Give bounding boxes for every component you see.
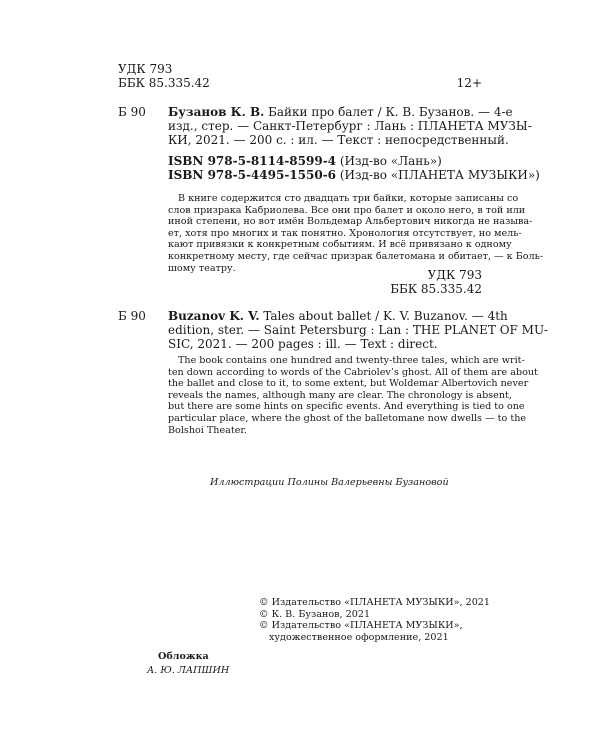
ru-abstract-line: шому театру. <box>168 262 236 274</box>
en-author-code: Б 90 <box>118 309 146 323</box>
copyright-line: © К. В. Бузанов, 2021 <box>259 608 371 620</box>
cover-author: А. Ю. ЛАПШИН <box>147 665 230 676</box>
ru-author-name: Бузанов К. В. <box>168 105 265 119</box>
age-rating: 12+ <box>456 76 482 90</box>
copyright-line: © Издательство «ПЛАНЕТА МУЗЫКИ», 2021 <box>259 597 491 608</box>
en-record-line: SIC, 2021. — 200 pages : ill. — Text : direct. <box>168 337 438 351</box>
ru-abstract-line: конкретному месту, где сейчас призрак балетомана и обитает, — к Боль- <box>168 250 544 262</box>
header-bbk: ББК 85.335.42 <box>118 76 210 90</box>
isbn-planet: ISBN 978-5-4495-1550-6 (Изд-во «ПЛАНЕТА МУЗЫКИ») <box>168 168 540 182</box>
ru-bibliographic-record <box>168 105 532 147</box>
ru-record-line: Бузанов К. В. Байки про балет / К. В. Бузанов. — 4-е <box>168 105 513 119</box>
en-record-line: Buzanov K. V. Tales about ballet / K. V. Buzanov. — 4th <box>168 309 508 323</box>
isbn-lan: ISBN 978-5-8114-8599-4 (Изд-во «Лань») <box>168 154 442 168</box>
illustrations-credit: Иллюстрации Полины Валерьевны Бузановой <box>210 477 449 488</box>
copyright-block <box>259 597 490 643</box>
en-abstract-line: The book contains one hundred and twenty-three tales, which are writ- <box>178 355 525 366</box>
ru-abstract-line: кают привязки к конкретным событиям. И всё привязано к одному <box>168 239 512 251</box>
ru-abstract <box>168 193 544 274</box>
ru-abstract-line: слов призрака Кабриолева. Все они про балет и около него, в той или <box>168 204 526 216</box>
ru-isbn-block <box>168 154 540 182</box>
ru-record-line: изд., стер. — Санкт-Петербург : Лань : ПЛАНЕТА МУЗЫ- <box>168 119 532 133</box>
en-abstract-line: Bolshoi Theater. <box>168 424 247 436</box>
cover-label: Обложка <box>158 651 209 662</box>
en-abstract-line: the ballet and close to it, to some extent, but Woldemar Albertovich never <box>168 378 529 390</box>
en-bibliographic-record <box>168 309 548 351</box>
en-abstract-line: particular place, where the ghost of the balletomane now dwells — to the <box>168 412 527 424</box>
ru-abstract-line: В книге содержится сто двадцать три байки, которые записаны со <box>178 193 519 204</box>
en-abstract-line: reveals the names, although many are clear. The chronology is absent, <box>168 389 512 401</box>
ru-abstract-line: иной степени, но вот имён Вольдемар Альбертович никогда не называ- <box>168 216 533 228</box>
ru-author-code: Б 90 <box>118 105 146 119</box>
header-udk: УДК 793 <box>118 62 173 76</box>
ru-abstract-line: ет, хотя про многих и так понятно. Хронология отсутствует, но мель- <box>168 227 522 239</box>
ru-record-line: КИ, 2021. — 200 с. : ил. — Текст : непосредственный. <box>168 133 509 147</box>
en-abstract <box>168 355 538 436</box>
copyright-line: © Издательство «ПЛАНЕТА МУЗЫКИ», <box>259 620 463 632</box>
en-author-name: Buzanov K. V. <box>168 309 260 323</box>
en-abstract-line: ten down according to words of the Cabriolev’s ghost. All of them are about <box>168 366 538 378</box>
ru-bbk: ББК 85.335.42 <box>390 282 482 296</box>
copyright-line: художественное оформление, 2021 <box>269 631 449 643</box>
en-record-line: edition, ster. — Saint Petersburg : Lan : THE PLANET OF MU- <box>168 323 548 337</box>
ru-udk: УДК 793 <box>427 268 482 282</box>
en-abstract-line: but there are some hints on specific events. And everything is tied to one <box>168 401 525 413</box>
